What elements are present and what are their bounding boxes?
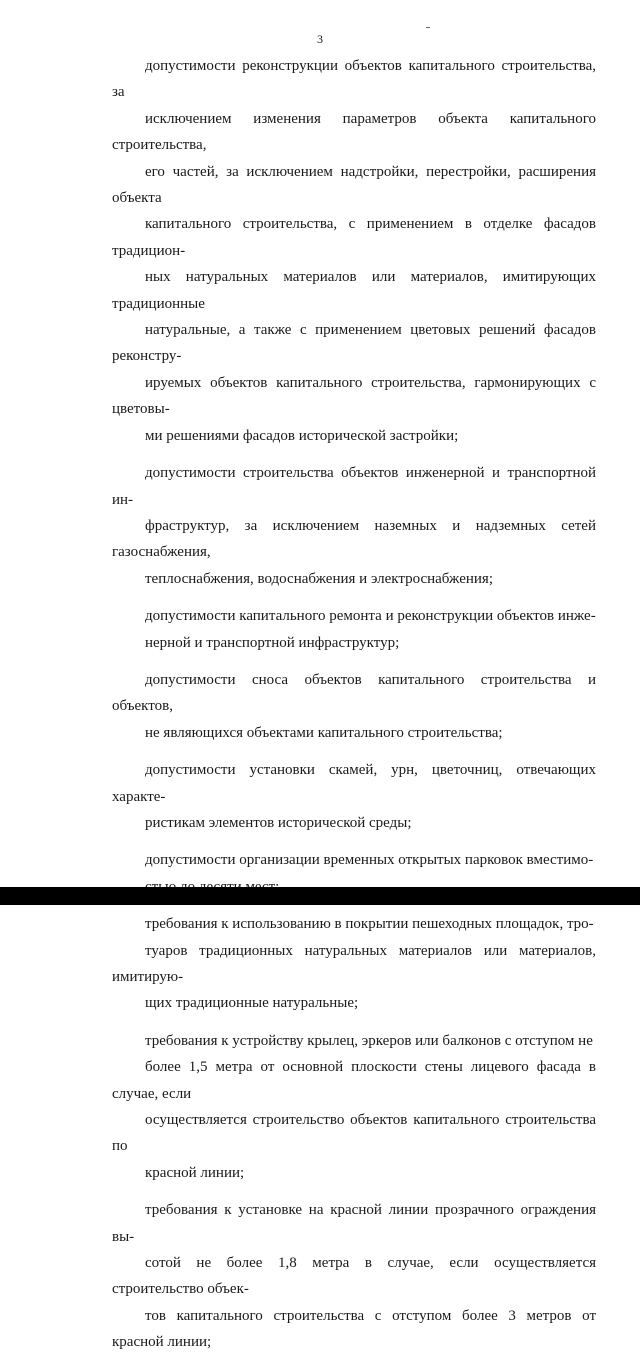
text-line: требования к устройству крылец, эркеров или балконов с отступом не [145,1032,593,1049]
document-body [112,53,596,1356]
text-line: ных натуральных материалов или материалов, имитирующих традиционные [112,269,596,312]
scan-speck [426,27,430,28]
text-line: сотой не более 1,8 метра в случае, если осуществляется строительство объек- [112,1255,596,1298]
paragraph-porches-balconies [112,1028,596,1186]
paragraph-paving-materials [112,911,596,1017]
text-line: капитального строительства, с применением в отделке фасадов традицион- [112,216,596,259]
text-line: ми решениями фасадов исторической застройки; [145,427,459,444]
text-line: ируемых объектов капитального строительства, гармонирующих с цветовы- [112,374,596,418]
text-line: не являющихся объектами капитального строительства; [145,724,503,741]
text-line: натуральные, а также с применением цветовых решений фасадов реконстру- [112,322,596,365]
text-line: туаров традиционных натуральных материалов или материалов, имитирую- [112,942,596,985]
text-line: тов капитального строительства с отступом более 3 метров от красной линии; [112,1307,596,1351]
scan-bottom-edge [0,887,640,905]
text-line: его частей, за исключением надстройки, перестройки, расширения объекта [112,163,596,207]
paragraph-fencing [112,1197,596,1355]
paragraph-infrastructure-repair [112,603,596,656]
text-line: допустимости строительства объектов инженерной и транспортной ин- [112,465,596,508]
page-number: 3 [317,32,323,46]
text-line: допустимости сноса объектов капитального строительства и объектов, [112,671,596,715]
text-line: исключением изменения параметров объекта капитального строительства, [112,110,596,154]
paragraph-demolition [112,667,596,746]
text-line: фраструктур, за исключением наземных и надземных сетей газоснабжения, [112,517,596,561]
text-line: допустимости капитального ремонта и реконструкции объектов инже- [145,608,596,625]
paragraph-street-furniture [112,757,596,836]
text-line: допустимости реконструкции объектов капитального строительства, за [112,58,596,101]
text-line: допустимости организации временных открытых парковок вместимо- [145,852,594,869]
text-line: осуществляется строительство объектов капитального строительства по [112,1112,596,1155]
text-line: красной линии; [145,1164,245,1181]
text-line: более 1,5 метра от основной плоскости стены лицевого фасада в случае, если [112,1059,596,1102]
paragraph-infrastructure-construction [112,460,596,592]
text-line: теплоснабжения, водоснабжения и электроснабжения; [145,570,493,587]
paragraph-reconstruction [112,53,596,449]
text-line: щих традиционные натуральные; [145,995,359,1012]
text-line: требования к установке на красной линии прозрачного ограждения вы- [112,1202,596,1245]
text-line: допустимости установки скамей, урн, цветочниц, отвечающих характе- [112,762,596,805]
text-line: нерной и транспортной инфраструктур; [145,634,400,651]
text-line: ристикам элементов исторической среды; [145,814,412,831]
text-line: требования к использованию в покрытии пешеходных площадок, тро- [145,916,594,933]
